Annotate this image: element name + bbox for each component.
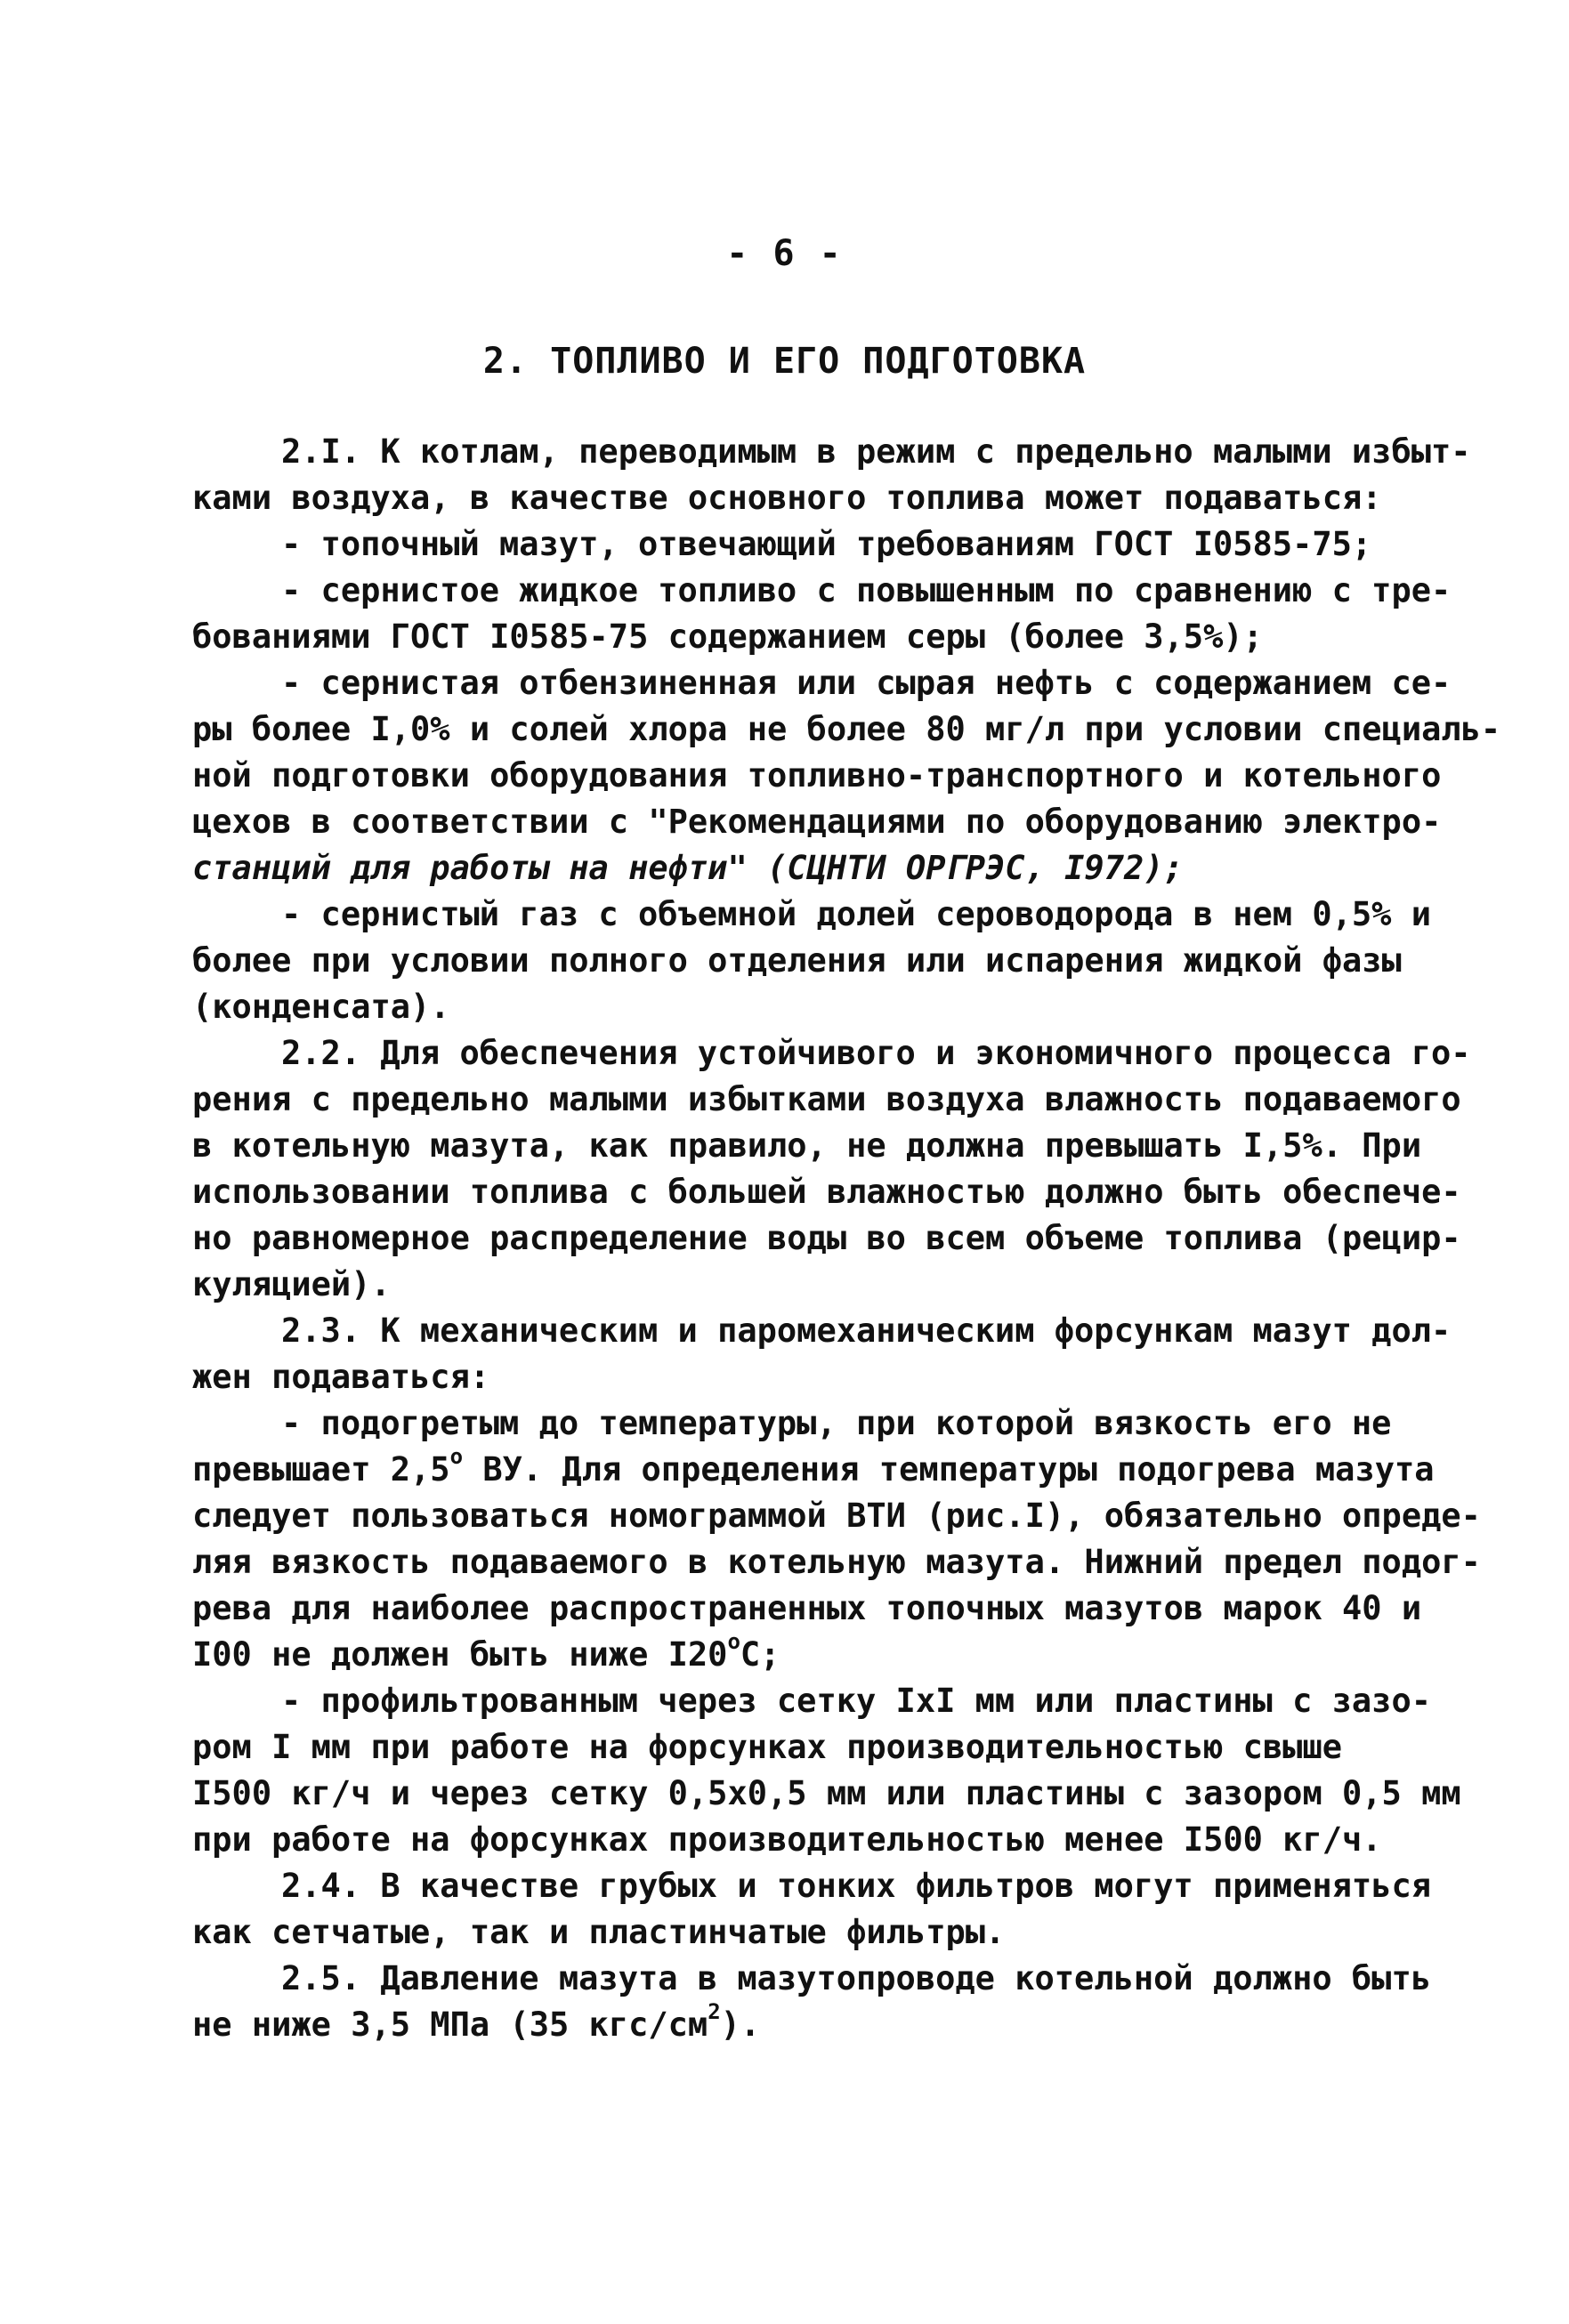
paragraph-2-4-line: 2.4. В качестве грубых и тонких фильтров могут применяться: [281, 1867, 1432, 1905]
text-fragment: С;: [740, 1635, 780, 1674]
paragraph-2-2-line: куляцией).: [192, 1265, 391, 1303]
list-item-line: ляя вязкость подаваемого в котельную мазута. Нижний предел подог-: [192, 1543, 1481, 1581]
list-item-line: станций для работы на нефти" (СЦНТИ ОРГРЭС, I972);: [192, 849, 1184, 887]
list-item-line: ной подготовки оборудования топливно-транспортного и котельного: [192, 756, 1442, 795]
list-item-line: [192, 1443, 1435, 1493]
list-item-line: цехов в соответствии с "Рекомендациями по оборудованию электро-: [192, 803, 1442, 841]
superscript: 2: [708, 1998, 721, 2024]
paragraph-2-3-line: жен подаваться:: [192, 1358, 490, 1396]
paragraph-2-2-line: в котельную мазута, как правило, не должна превышать I,5%. При: [192, 1126, 1422, 1165]
list-item-line: - сернистая отбензиненная или сырая нефть с содержанием се-: [281, 664, 1452, 702]
paragraph-2-5-line: 2.5. Давление мазута в мазутопроводе котельной должно быть: [281, 1959, 1432, 1997]
body-text: [192, 429, 1501, 2048]
list-item-line: [192, 1628, 1403, 1678]
list-item-line: - топочный мазут, отвечающий требованиям ГОСТ I0585-75;: [281, 525, 1372, 563]
text-fragment: не ниже 3,5 МПа (35 кгс/см: [192, 2005, 708, 2044]
paragraph-2-1-line: ками воздуха, в качестве основного топлива может подаваться:: [192, 479, 1382, 517]
list-item-line: I500 кг/ч и через сетку 0,5x0,5 мм или пластины с зазором 0,5 мм: [192, 1774, 1461, 1812]
list-item-line: ры более I,0% и солей хлора не более 80 мг/л при условии специаль-: [192, 710, 1501, 748]
paragraph-2-5-line: [192, 1998, 1403, 2048]
superscript: о: [449, 1443, 464, 1469]
text-fragment: ).: [720, 2005, 761, 2044]
list-item-line: при работе на форсунках производительностью менее I500 кг/ч.: [192, 1820, 1382, 1859]
text-fragment: I00 не должен быть ниже I20: [192, 1635, 728, 1674]
paragraph-2-3-line: 2.3. К механическим и паромеханическим форсункам мазут дол-: [281, 1311, 1452, 1350]
list-item-line: - сернистый газ с объемной долей сероводорода в нем 0,5% и: [281, 895, 1432, 933]
list-item-line: (конденсата).: [192, 988, 450, 1026]
list-item-line: - профильтрованным через сетку IxI мм или пластины с зазо-: [281, 1682, 1432, 1720]
text-fragment: превышает 2,5: [192, 1450, 450, 1489]
page-number: - 6 -: [726, 233, 843, 274]
list-item-line: рева для наиболее распространенных топочных мазутов марок 40 и: [192, 1589, 1422, 1627]
section-title: 2. ТОПЛИВО И ЕГО ПОДГОТОВКА: [482, 341, 1087, 382]
paragraph-2-2-line: 2.2. Для обеспечения устойчивого и экономичного процесса го-: [281, 1034, 1471, 1072]
list-item-line: - подогретым до температуры, при которой вязкость его не: [281, 1404, 1392, 1442]
paragraph-2-2-line: использовании топлива с большей влажностью должно быть обеспече-: [192, 1173, 1461, 1211]
list-item-line: бованиями ГОСТ I0585-75 содержанием серы (более 3,5%);: [192, 617, 1263, 656]
list-item-line: следует пользоваться номограммой ВТИ (рис.I), обязательно опреде-: [192, 1497, 1481, 1535]
paragraph-2-2-line: рения с предельно малыми избытками воздуха влажность подаваемого: [192, 1080, 1461, 1118]
list-item-line: ром I мм при работе на форсунках производительностью свыше: [192, 1728, 1343, 1766]
superscript: о: [727, 1628, 740, 1654]
text-fragment: ВУ. Для определения температуры подогрева мазута: [463, 1450, 1435, 1489]
paragraph-2-2-line: но равномерное распределение воды во всем объеме топлива (рецир-: [192, 1219, 1461, 1257]
paragraph-2-1-line: 2.I. К котлам, переводимым в режим с предельно малыми избыт-: [281, 432, 1471, 471]
list-item-line: более при условии полного отделения или испарения жидкой фазы: [192, 941, 1402, 980]
paragraph-2-4-line: как сетчатые, так и пластинчатые фильтры.: [192, 1913, 1006, 1951]
list-item-line: - сернистое жидкое топливо с повышенным по сравнению с тре-: [281, 571, 1452, 609]
